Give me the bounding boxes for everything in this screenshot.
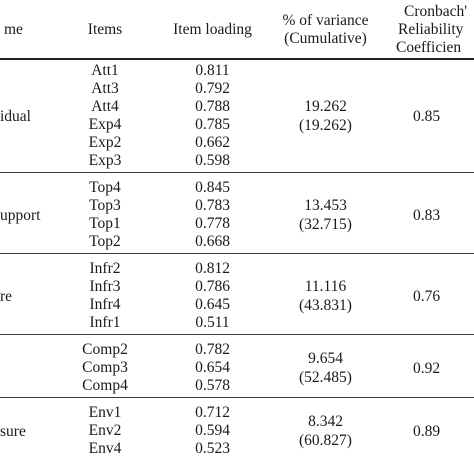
item-code: Infr1 <box>89 314 121 331</box>
reliability-coefficient: 0.76 <box>413 287 441 305</box>
header-item-loading: Item loading <box>173 21 252 38</box>
factor-name: re <box>0 287 13 305</box>
header-variance-line1: % of variance <box>282 12 369 29</box>
cumulative-variance: (52.485) <box>299 369 352 386</box>
item-code: Env4 <box>88 440 122 457</box>
reliability-coefficient: 0.85 <box>413 107 441 125</box>
item-code: Top3 <box>89 197 121 214</box>
item-loading: 0.782 <box>195 341 230 358</box>
item-code: Infr2 <box>89 260 121 277</box>
cumulative-variance: (19.262) <box>299 117 352 134</box>
item-code: Att4 <box>91 98 119 115</box>
item-loading: 0.788 <box>195 98 230 115</box>
cumulative-variance: (32.715) <box>299 216 352 233</box>
item-loading: 0.598 <box>195 152 230 169</box>
item-code: Comp4 <box>82 377 128 394</box>
item-loading: 0.811 <box>195 62 230 79</box>
cumulative-variance: (43.831) <box>299 297 352 314</box>
reliability-coefficient: 0.83 <box>413 206 441 224</box>
header-name: me <box>4 21 23 38</box>
item-loading: 0.785 <box>195 116 230 133</box>
item-loading: 0.645 <box>195 296 230 313</box>
item-code: Exp3 <box>88 152 122 169</box>
item-loading: 0.662 <box>195 134 230 151</box>
header-variance-line2: (Cumulative) <box>284 30 367 47</box>
header-alpha-line1: Cronbach' <box>404 3 468 20</box>
item-loading: 0.786 <box>195 278 230 295</box>
item-code: Att3 <box>91 80 119 97</box>
item-code: Top1 <box>89 215 121 232</box>
item-code: Top4 <box>89 179 121 196</box>
header-alpha-line2: Reliability <box>398 21 464 38</box>
item-code: Comp3 <box>82 359 128 376</box>
item-code: Infr3 <box>89 278 121 295</box>
header-items: Items <box>87 21 123 38</box>
item-code: Exp2 <box>88 134 122 151</box>
item-loading: 0.845 <box>195 179 230 196</box>
item-loading: 0.578 <box>195 377 230 394</box>
item-loading: 0.712 <box>195 404 230 421</box>
variance-value: 8.342 <box>308 413 343 430</box>
item-loading: 0.783 <box>195 197 230 214</box>
item-loading: 0.511 <box>195 314 230 331</box>
item-loading: 0.668 <box>195 233 230 250</box>
item-loading: 0.778 <box>195 215 230 232</box>
item-code: Infr4 <box>89 296 121 313</box>
item-code: Top2 <box>89 233 121 250</box>
variance-value: 9.654 <box>308 350 343 367</box>
item-loading: 0.523 <box>195 440 230 457</box>
variance-value: 11.116 <box>304 278 347 295</box>
factor-name: sure <box>0 422 26 440</box>
item-loading: 0.812 <box>195 260 230 277</box>
cumulative-variance: (60.827) <box>299 432 352 449</box>
header-alpha-line3: Coefficien <box>396 39 462 56</box>
item-loading: 0.594 <box>195 422 230 439</box>
item-code: Exp4 <box>88 116 122 133</box>
item-code: Env1 <box>88 404 122 421</box>
item-code: Att1 <box>91 62 119 79</box>
variance-value: 19.262 <box>304 98 347 115</box>
variance-value: 13.453 <box>304 197 347 214</box>
item-code: Env2 <box>88 422 122 439</box>
group-divider <box>0 172 474 173</box>
group-divider <box>0 334 474 335</box>
factor-name: upport <box>0 206 41 224</box>
item-loading: 0.654 <box>195 359 230 376</box>
group-divider <box>0 397 474 398</box>
group-divider <box>0 253 474 254</box>
header-rule <box>0 58 474 60</box>
reliability-coefficient: 0.92 <box>413 359 441 377</box>
item-loading: 0.792 <box>195 80 230 97</box>
reliability-coefficient: 0.89 <box>413 422 441 440</box>
factor-name: idual <box>0 107 31 125</box>
item-code: Comp2 <box>82 341 128 358</box>
